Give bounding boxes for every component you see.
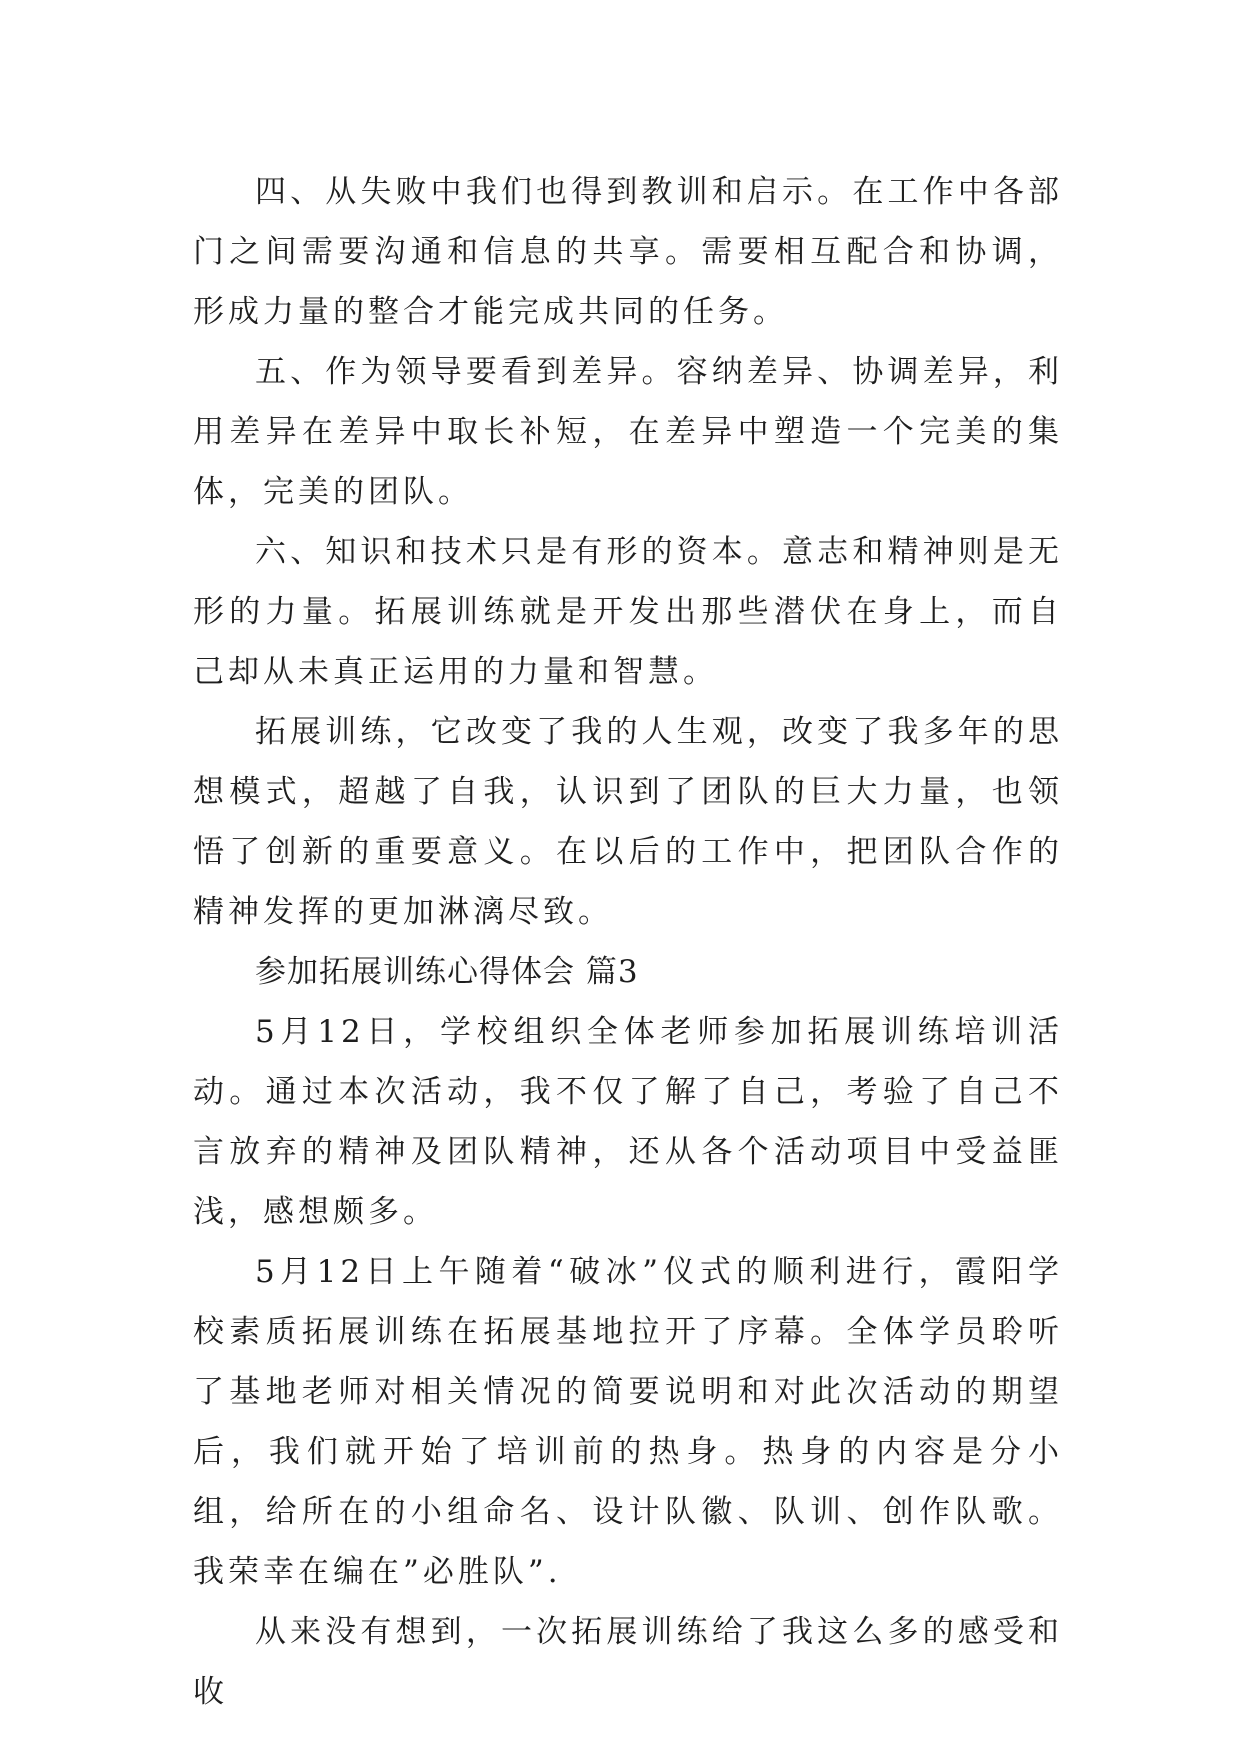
- paragraph-conclusion: 拓展训练，它改变了我的人生观，改变了我多年的思想模式，超越了自我，认识到了团队的巨大力量，也领悟了创新的重要意义。在以后的工作中，把团队合作的精神发挥的更加淋漓尽致。: [193, 714, 1063, 930]
- paragraph-activity-intro: 5月12日，学校组织全体老师参加拓展训练培训活动。通过本次活动，我不仅了解了自己，考验了自己不言放弃的精神及团队精神，还从各个活动项目中受益匪浅，感想颇多。: [193, 1014, 1063, 1230]
- paragraph-lesson-six: 六、知识和技术只是有形的资本。意志和精神则是无形的力量。拓展训练就是开发出那些潜伏在身上，而自己却从未真正运用的力量和智慧。: [193, 534, 1063, 690]
- paragraph-reflection: 从来没有想到，一次拓展训练给了我这么多的感受和收: [193, 1614, 1063, 1710]
- section-heading: 参加拓展训练心得体会 篇3: [255, 954, 639, 990]
- paragraph-lesson-four: 四、从失败中我们也得到教训和启示。在工作中各部门之间需要沟通和信息的共享。需要相互配合和协调，形成力量的整合才能完成共同的任务。: [193, 174, 1063, 330]
- paragraph-lesson-five: 五、作为领导要看到差异。容纳差异、协调差异，利用差异在差异中取长补短，在差异中塑造一个完美的集体，完美的团队。: [193, 354, 1063, 510]
- document-body: [193, 162, 1063, 1722]
- paragraph-icebreaker: 5月12日上午随着“破冰”仪式的顺利进行，霞阳学校素质拓展训练在拓展基地拉开了序幕。全体学员聆听了基地老师对相关情况的简要说明和对此次活动的期望后，我们就开始了培训前的热身。热身的内容是分小组，给所在的小组命名、设计队徽、队训、创作队歌。我荣幸在编在”必胜队”.: [193, 1254, 1063, 1590]
